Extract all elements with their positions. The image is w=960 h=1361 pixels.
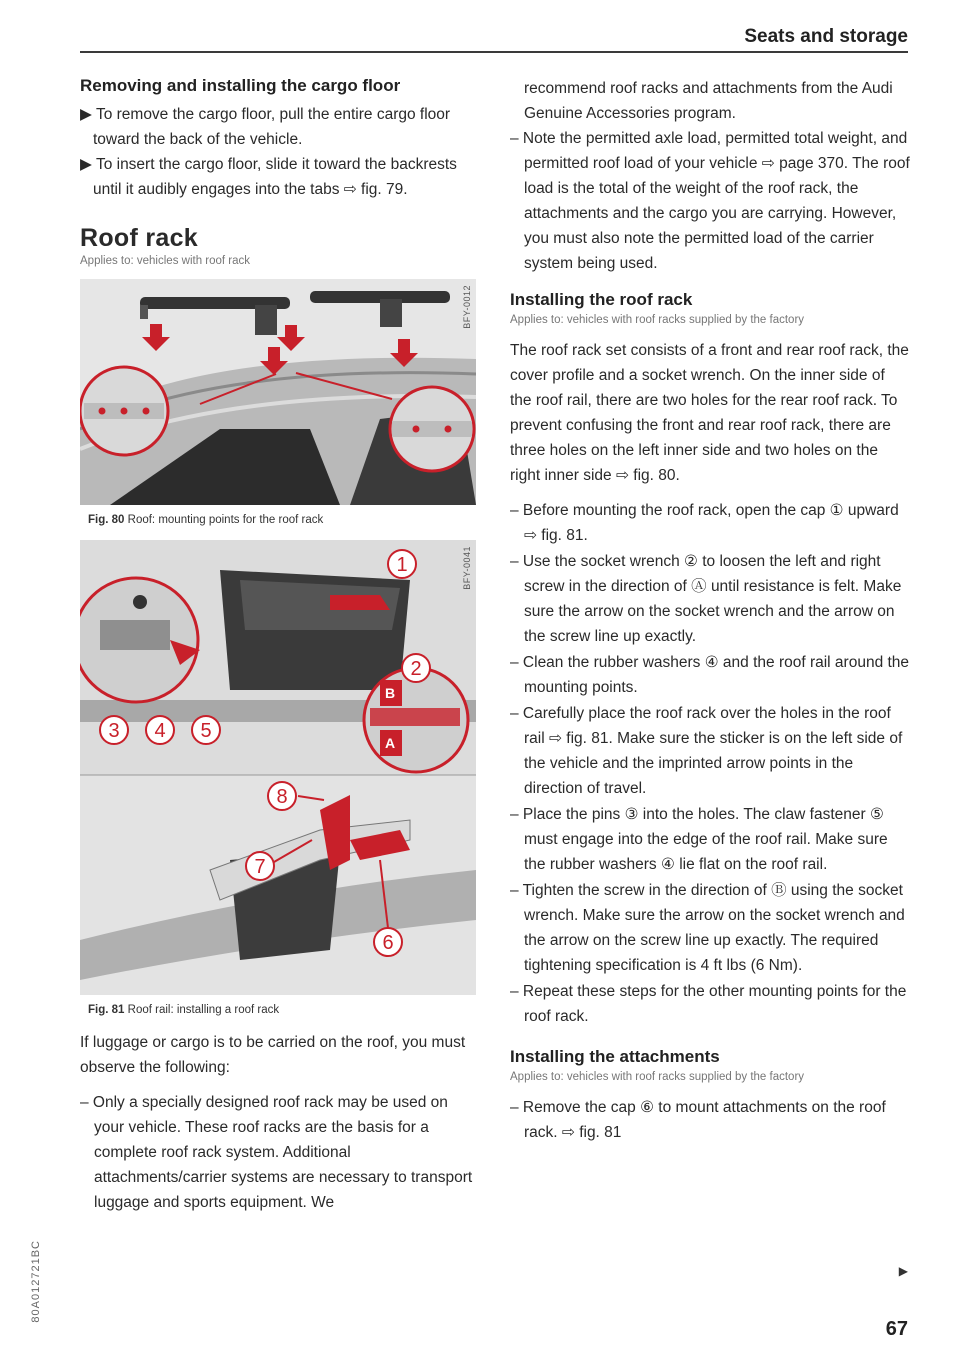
header-rule xyxy=(80,51,908,53)
figure-81 xyxy=(80,540,476,995)
svg-text:5: 5 xyxy=(200,720,212,742)
section-title: Seats and storage xyxy=(744,26,908,47)
step-item: – Use the socket wrench ② to loosen the left and right screw in the direction of Ⓐ until resistance is felt. Make sure the arrow on the socket wrench and the arrow on the screw line up exactly. xyxy=(510,553,902,645)
svg-text:7: 7 xyxy=(254,856,266,878)
roof-rack-set-description: The roof rack set consists of a front and rear roof rack, the cover profile and a socket wrench. On the inner side of the roof rail, there are two holes for the rear roof rack. To prevent confusing the front and rear roof rack, there are three holes on the left inner side and two holes on the right inner side ⇨ fig. 80. xyxy=(510,342,909,484)
svg-text:3: 3 xyxy=(108,720,120,742)
svg-text:8: 8 xyxy=(276,786,288,808)
heading-installing-attachments: Installing the attachments xyxy=(510,1047,720,1066)
applies-to: Applies to: vehicles with roof rack xyxy=(80,255,251,267)
step-item: – Before mounting the roof rack, open the cap ① upward ⇨ fig. 81. xyxy=(510,502,899,544)
page-number: 67 xyxy=(885,1318,908,1340)
bullet-insert: ▶ To insert the cargo floor, slide it toward the backrests until it audibly engages into the tabs ⇨ fig. 79. xyxy=(80,156,457,198)
applies-to: Applies to: vehicles with roof racks supplied by the factory xyxy=(510,314,805,326)
figure-code: BFY-0041 xyxy=(462,546,472,590)
figure-81-caption xyxy=(88,1004,476,1016)
roof-rail-installation-illustration xyxy=(80,540,476,995)
step-item: – Carefully place the roof rack over the holes in the roof rail ⇨ fig. 81. Make sure the sticker is on the left side of the vehicle and the imprinted arrow points in the direction of travel. xyxy=(510,705,903,797)
step-item: – Place the pins ③ into the holes. The claw fastener ⑤ must engage into the edge of the roof rail. Make sure the rubber washers ④ lie flat on the roof rail. xyxy=(510,806,888,873)
right-column xyxy=(510,76,910,1146)
step-permitted-load: – Note the permitted axle load, permitted total weight, and permitted roof load of your vehicle ⇨ page 370. The roof load is the total of the weight of the roof rack, the attachments and the cargo you are carrying. However, you must also note the permitted load of the carrier system being used. xyxy=(510,130,910,272)
caption-text: Roof: mounting points for the roof rack xyxy=(127,514,324,526)
applies-to: Applies to: vehicles with roof racks supplied by the factory xyxy=(510,1071,805,1083)
left-column xyxy=(80,76,476,1216)
continued-text: recommend roof racks and attachments from the Audi Genuine Accessories program. xyxy=(524,80,893,122)
roof-mounting-illustration xyxy=(80,279,476,505)
step-item: – Tighten the screw in the direction of Ⓑ using the socket wrench. Make sure the arrow on the socket wrench and the arrow on the screw line up exactly. The required tightening specification is 4 ft lbs (6 Nm). xyxy=(510,882,905,974)
step-remove-cap: – Remove the cap ⑥ to mount attachments on the roof rack. ⇨ fig. 81 xyxy=(510,1099,886,1141)
step-special-rack: – Only a specially designed roof rack may be used on your vehicle. These roof racks are the basis for a complete roof rack system. Additional attachments/carrier systems are necessary to transport luggage and sports equipment. We xyxy=(80,1094,473,1211)
figure-code: BFY-0012 xyxy=(462,285,472,329)
heading-cargo-floor: Removing and installing the cargo floor xyxy=(80,76,401,95)
svg-text:A: A xyxy=(385,735,396,751)
figure-label: Fig. 80 xyxy=(88,514,125,526)
figure-label: Fig. 81 xyxy=(88,1004,125,1016)
svg-text:1: 1 xyxy=(396,554,408,576)
figure-80-caption xyxy=(88,514,476,526)
heading-installing-roof-rack: Installing the roof rack xyxy=(510,290,693,309)
step-item: – Clean the rubber washers ④ and the roof rail around the mounting points. xyxy=(510,654,910,696)
document-code: 80A012721BC xyxy=(30,1240,42,1323)
caption-text: Roof rail: installing a roof rack xyxy=(127,1004,280,1016)
svg-text:4: 4 xyxy=(154,720,166,742)
bullet-remove: ▶ To remove the cargo floor, pull the entire cargo floor toward the back of the vehicle. xyxy=(80,106,451,148)
figure-80 xyxy=(80,279,476,505)
step-item: – Repeat these steps for the other mounting points for the roof rack. xyxy=(510,983,907,1025)
svg-text:2: 2 xyxy=(410,658,422,680)
svg-text:B: B xyxy=(385,685,396,701)
svg-text:6: 6 xyxy=(382,932,394,954)
intro-text: If luggage or cargo is to be carried on the roof, you must observe the following: xyxy=(80,1034,466,1076)
continue-arrow-icon: ▶ xyxy=(898,1264,908,1278)
heading-roof-rack: Roof rack xyxy=(80,224,199,252)
